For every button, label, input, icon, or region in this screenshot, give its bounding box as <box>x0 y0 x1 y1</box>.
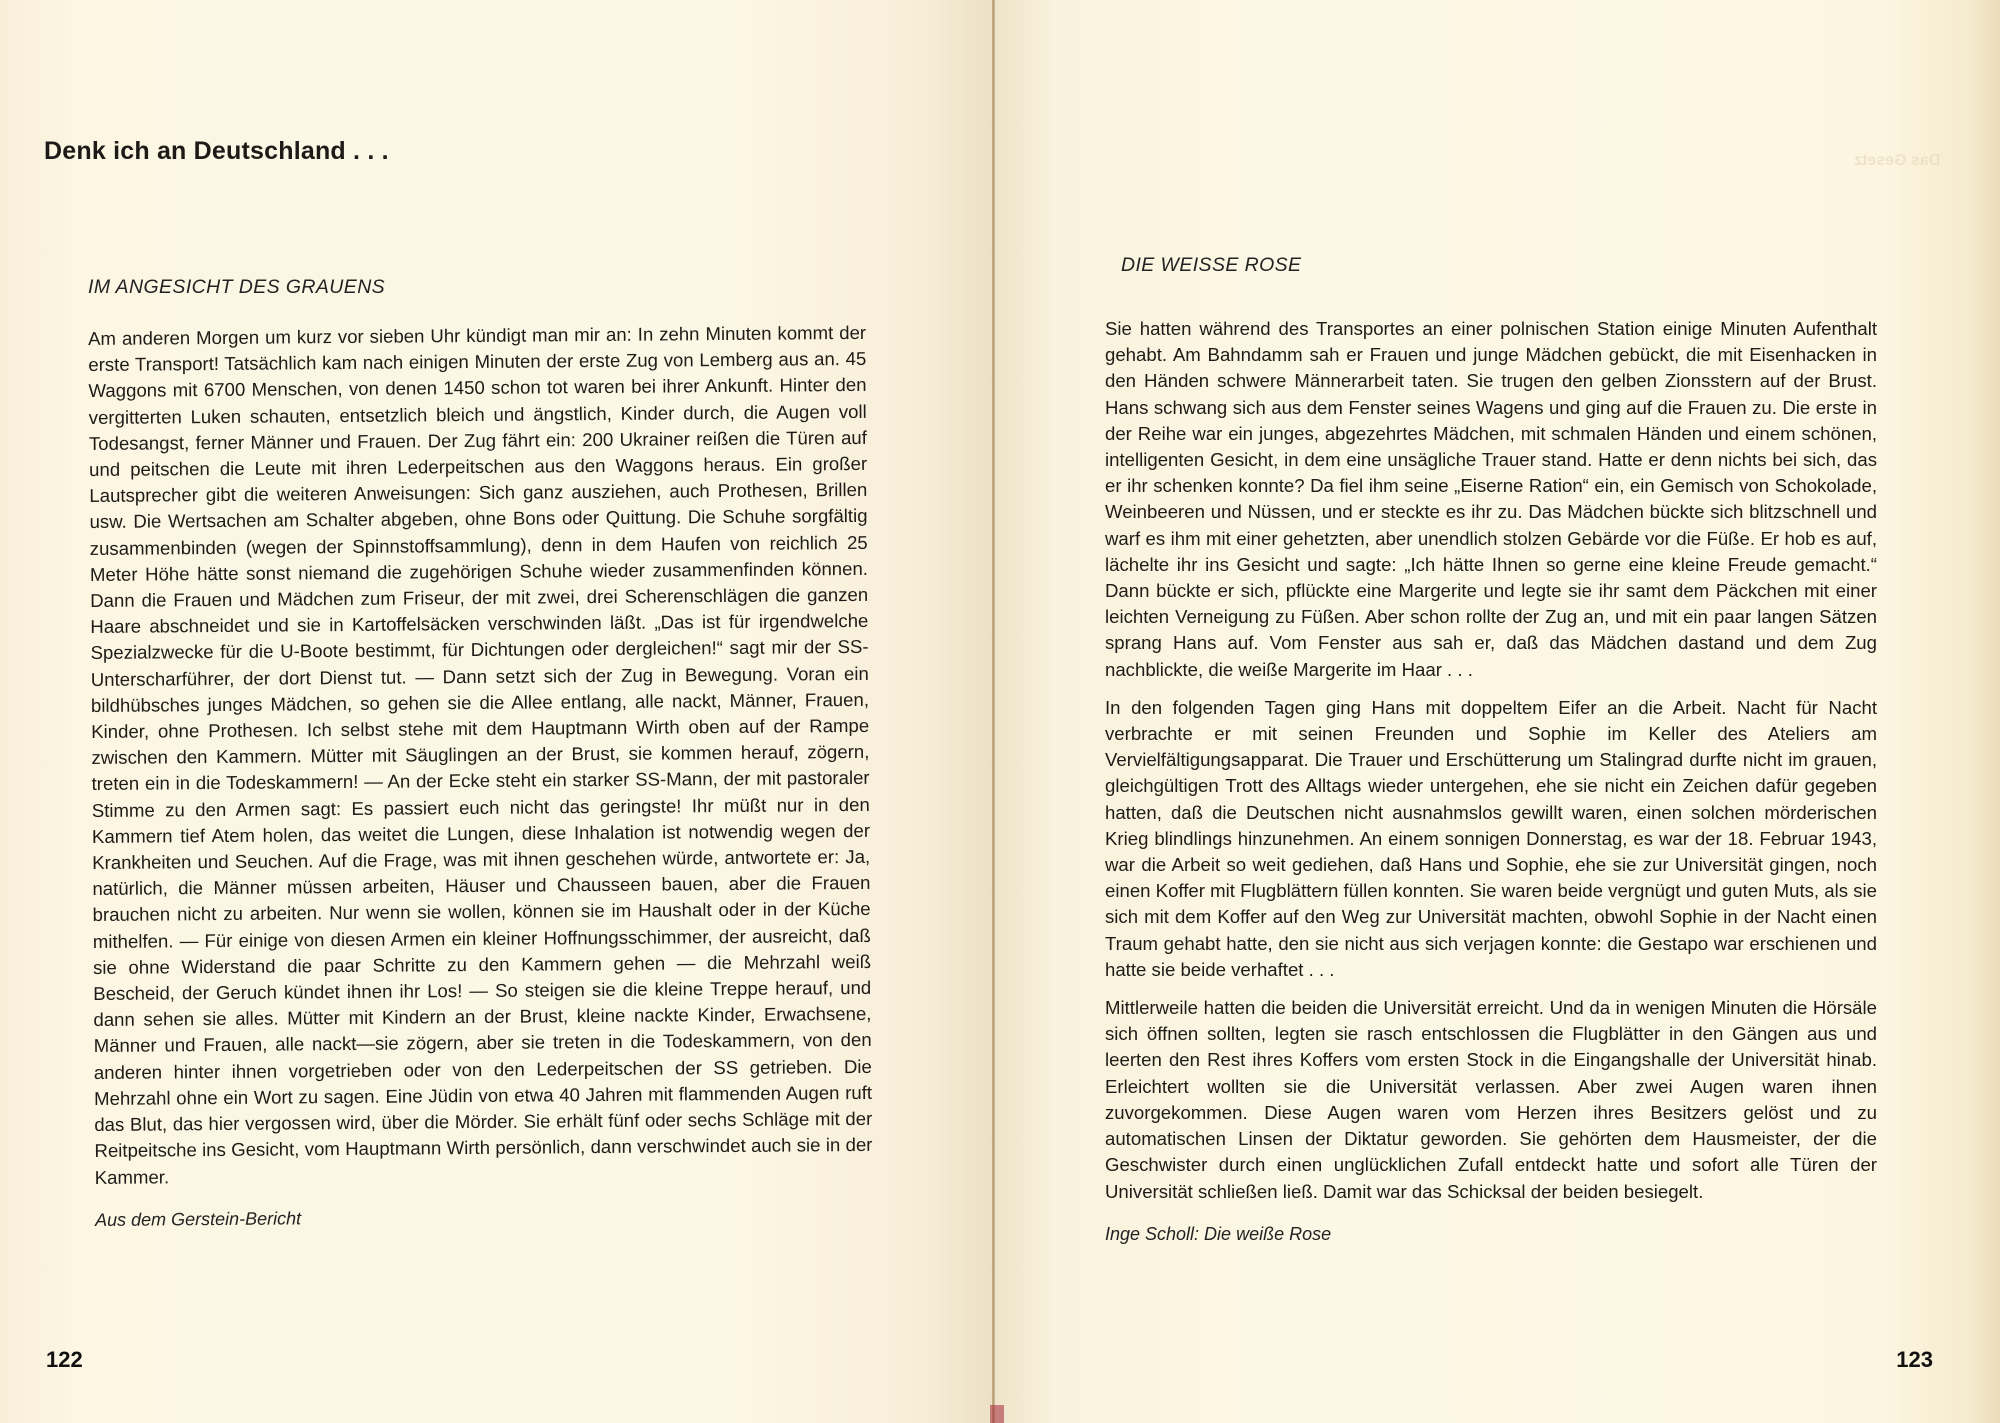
left-body-text <box>88 320 873 1233</box>
paragraph: Mittlerweile hatten die beiden die Universität erreicht. Und da in wenigen Minuten die Hörsäle sich öffnen sollten, legten sie rasch entschlossen die Flugblätter in den Gängen aus und leerten den Rest ihres Koffers vom ersten Stock in die Eingangshalle der Universität hinab. Erleichtert wollten sie die Universität verlassen. Aber zwei Augen waren ihnen zuvorgekommen. Diese Augen waren vom Herzen ihres Besitzers gelöst und zu automatischen Linsen der Diktatur geworden. Sie gehörten dem Hausmeister, der die Geschwister durch einen unglücklichen Zufall entdeckt hatte und sofort alle Türen der Universität schließen ließ. Damit war das Schicksal der beiden besiegelt. <box>1105 997 1877 1202</box>
section-title-right: DIE WEISSE ROSE <box>1121 254 1302 276</box>
paragraph: Sie hatten während des Transportes an einer polnischen Station einige Minuten Aufenthalt gehabt. Am Bahndamm sah er Frauen und junge Mädchen gebückt, die mit Eisenhacken in den Händen schwere Männerarbeit taten. Sie trugen den gelben Zionsstern auf der Brust. Hans schwang sich aus dem Fenster seines Wagens und ging auf die Frauen zu. Die erste in der Reihe war ein junges, abgezehrtes Mädchen, mit schmalen Händen und einem schönen, intelligenten Gesicht, in dem eine unsägliche Trauer stand. Hatte er denn nichts bei sich, das er ihr schenken konnte? Da fiel ihm seine „Eiserne Ration“ ein, ein Gemisch von Schokolade, Weinbeeren und Nüssen, und er steckte es ihr zu. Das Mädchen bückte sich blitzschnell und warf es ihm mit einer gehetzten, aber unendlich stolzen Gebärde vor die Füße. Er hob es auf, lächelte ihr ins Gesicht und sagte: „Ich hätte Ihnen so gerne eine kleine Freude gemacht.“ Dann bückte er sich, pflückte eine Margerite und legte sie ihr samt dem Päckchen mit einer leichten Verneigung zu Füßen. Aber schon rollte der Zug an, und mit ein paar langen Sätzen sprang Hans auf. Vom Fenster aus sah er, daß das Mädchen dastand und dem Zug nachblickte, die weiße Margerite im Haar . . . <box>1105 318 1877 680</box>
binding-edge <box>990 1405 1004 1423</box>
right-body-text <box>1105 316 1877 1247</box>
paragraph: In den folgenden Tagen ging Hans mit doppeltem Eifer an die Arbeit. Nacht für Nacht verbrachte er mit seinen Freunden und Sophie im Keller des Ateliers am Vervielfältigungsapparat. Die Trauer und Erschütterung um Stalingrad durfte nicht im grauen, gleichgültigen Trott des Alltags wieder untergehen, ehe sie nicht ein Zeichen dafür gegeben hatten, daß die Deutschen nicht ausnahmslos gewillt waren, einen solchen mörderischen Krieg blindlings hinzunehmen. An einem sonnigen Donnerstag, es war der 18. Februar 1943, war die Arbeit so weit gediehen, daß Hans und Sophie, ehe sie zur Universität gingen, noch einen Koffer mit Flugblättern füllen konnten. Sie waren beide vergnügt und guten Muts, als sie sich mit dem Koffer auf den Weg zur Universität machten, obwohl Sophie in der Nacht einen Traum gehabt hatte, den sie nicht aus sich verjagen konnte: die Gestapo war erschienen und hatte sie beide verhaftet . . . <box>1105 696 1877 980</box>
page-number-left: 122 <box>46 1347 83 1372</box>
section-title-left: IM ANGESICHT DES GRAUENS <box>88 276 386 298</box>
source-citation-left: Aus dem Gerstein-Bericht <box>94 1208 302 1230</box>
bleed-through-text: Das Gesetz <box>1853 152 1940 169</box>
running-head: Denk ich an Deutschland . . . <box>44 137 389 165</box>
left-page <box>0 0 993 1423</box>
book-gutter <box>992 0 995 1423</box>
source-citation-right: Inge Scholl: Die weiße Rose <box>1105 1223 1332 1244</box>
page-number-right: 123 <box>1896 1347 1933 1372</box>
paragraph: Am anderen Morgen um kurz vor sieben Uhr kündigt man mir an: In zehn Minuten kommt der erste Transport! Tatsächlich kam nach einigen Minuten der erste Zug von Lemberg aus an. 45 Waggons mit 6700 Menschen, von denen 1450 schon tot waren bei ihrer Ankunft. Hinter den vergitterten Luken schauten, entsetzlich bleich und ängstlich, Kinder durch, die Augen voll Todesangst, ferner Männer und Frauen. Der Zug fährt ein: 200 Ukrainer reißen die Türen auf und peitschen die Leute mit ihren Lederpeitschen aus den Waggons heraus. Ein großer Lautsprecher gibt die weiteren Anweisungen: Sich ganz ausziehen, auch Prothesen, Brillen usw. Die Wertsachen am Schalter abgeben, ohne Bons oder Quittung. Die Schuhe sorgfältig zusammenbinden (wegen der Spinnstoffsammlung), denn in dem Haufen von reichlich 25 Meter Höhe hätte sonst niemand die zugehörigen Schuhe wieder zusammenfinden können. Dann die Frauen und Mädchen zum Friseur, der mit zwei, drei Scherenschlägen die ganzen Haare abschneidet und sie in Kartoffelsäcken verschwinden läßt. „Das ist für irgendwelche Spezialzwecke für die U-Boote bestimmt, für Dichtungen oder dergleichen!“ sagt mir der SS-Unterscharführer, der dort Dienst tut. — Dann setzt sich der Zug in Bewegung. Voran ein bildhübsches junges Mädchen, so gehen sie die Allee entlang, alle nackt, Männer, Frauen, Kinder, ohne Prothesen. Ich selbst stehe mit dem Hauptmann Wirth oben auf der Rampe zwischen den Kammern. Mütter mit Säuglingen an der Brust, sie kommen herauf, zögern, treten ein in die Todeskammern! — An der Ecke steht ein starker SS-Mann, der mit pastoraler Stimme zu den Armen sagt: Es passiert euch nicht das geringste! Ihr müßt nur in den Kammern tief Atem holen, das weitet die Lungen, diese Inhalation ist notwendig wegen der Krankheiten und Seuchen. Auf die Frage, was mit ihnen geschehen würde, antwortete er: Ja, natürlich, die Männer müssen arbeiten, Häuser und Chausseen bauen, aber die Frauen brauchen nicht zu arbeiten. Nur wenn sie wollen, können sie im Haushalt oder in der Küche mithelfen. — Für einige von diesen Armen ein kleiner Hoffnungsschimmer, der ausreicht, daß sie ohne Widerstand die paar Schritte zu den Kammern gehen — die Mehrzahl weiß Bescheid, der Geruch kündet ihnen ihr Los! — So steigen sie die kleine Treppe herauf, und dann sehen sie alles. Mütter mit Kindern an der Brust, kleine nackte Kinder, Erwachsene, Männer und Frauen, alle nackt—sie zögern, aber sie treten in die Todeskammern, von den anderen hinter ihnen vorgetrieben oder von den Lederpeitschen der SS getrieben. Die Mehrzahl ohne ein Wort zu sagen. Eine Jüdin von etwa 40 Jahren mit flammenden Augen ruft das Blut, das hier vergossen wird, über die Mörder. Sie erhält fünf oder sechs Schläge mit der Reitpeitsche ins Gesicht, vom Hauptmann Wirth persönlich, dann verschwindet auch sie in der Kammer. <box>88 321 873 1188</box>
right-page <box>993 0 2000 1423</box>
